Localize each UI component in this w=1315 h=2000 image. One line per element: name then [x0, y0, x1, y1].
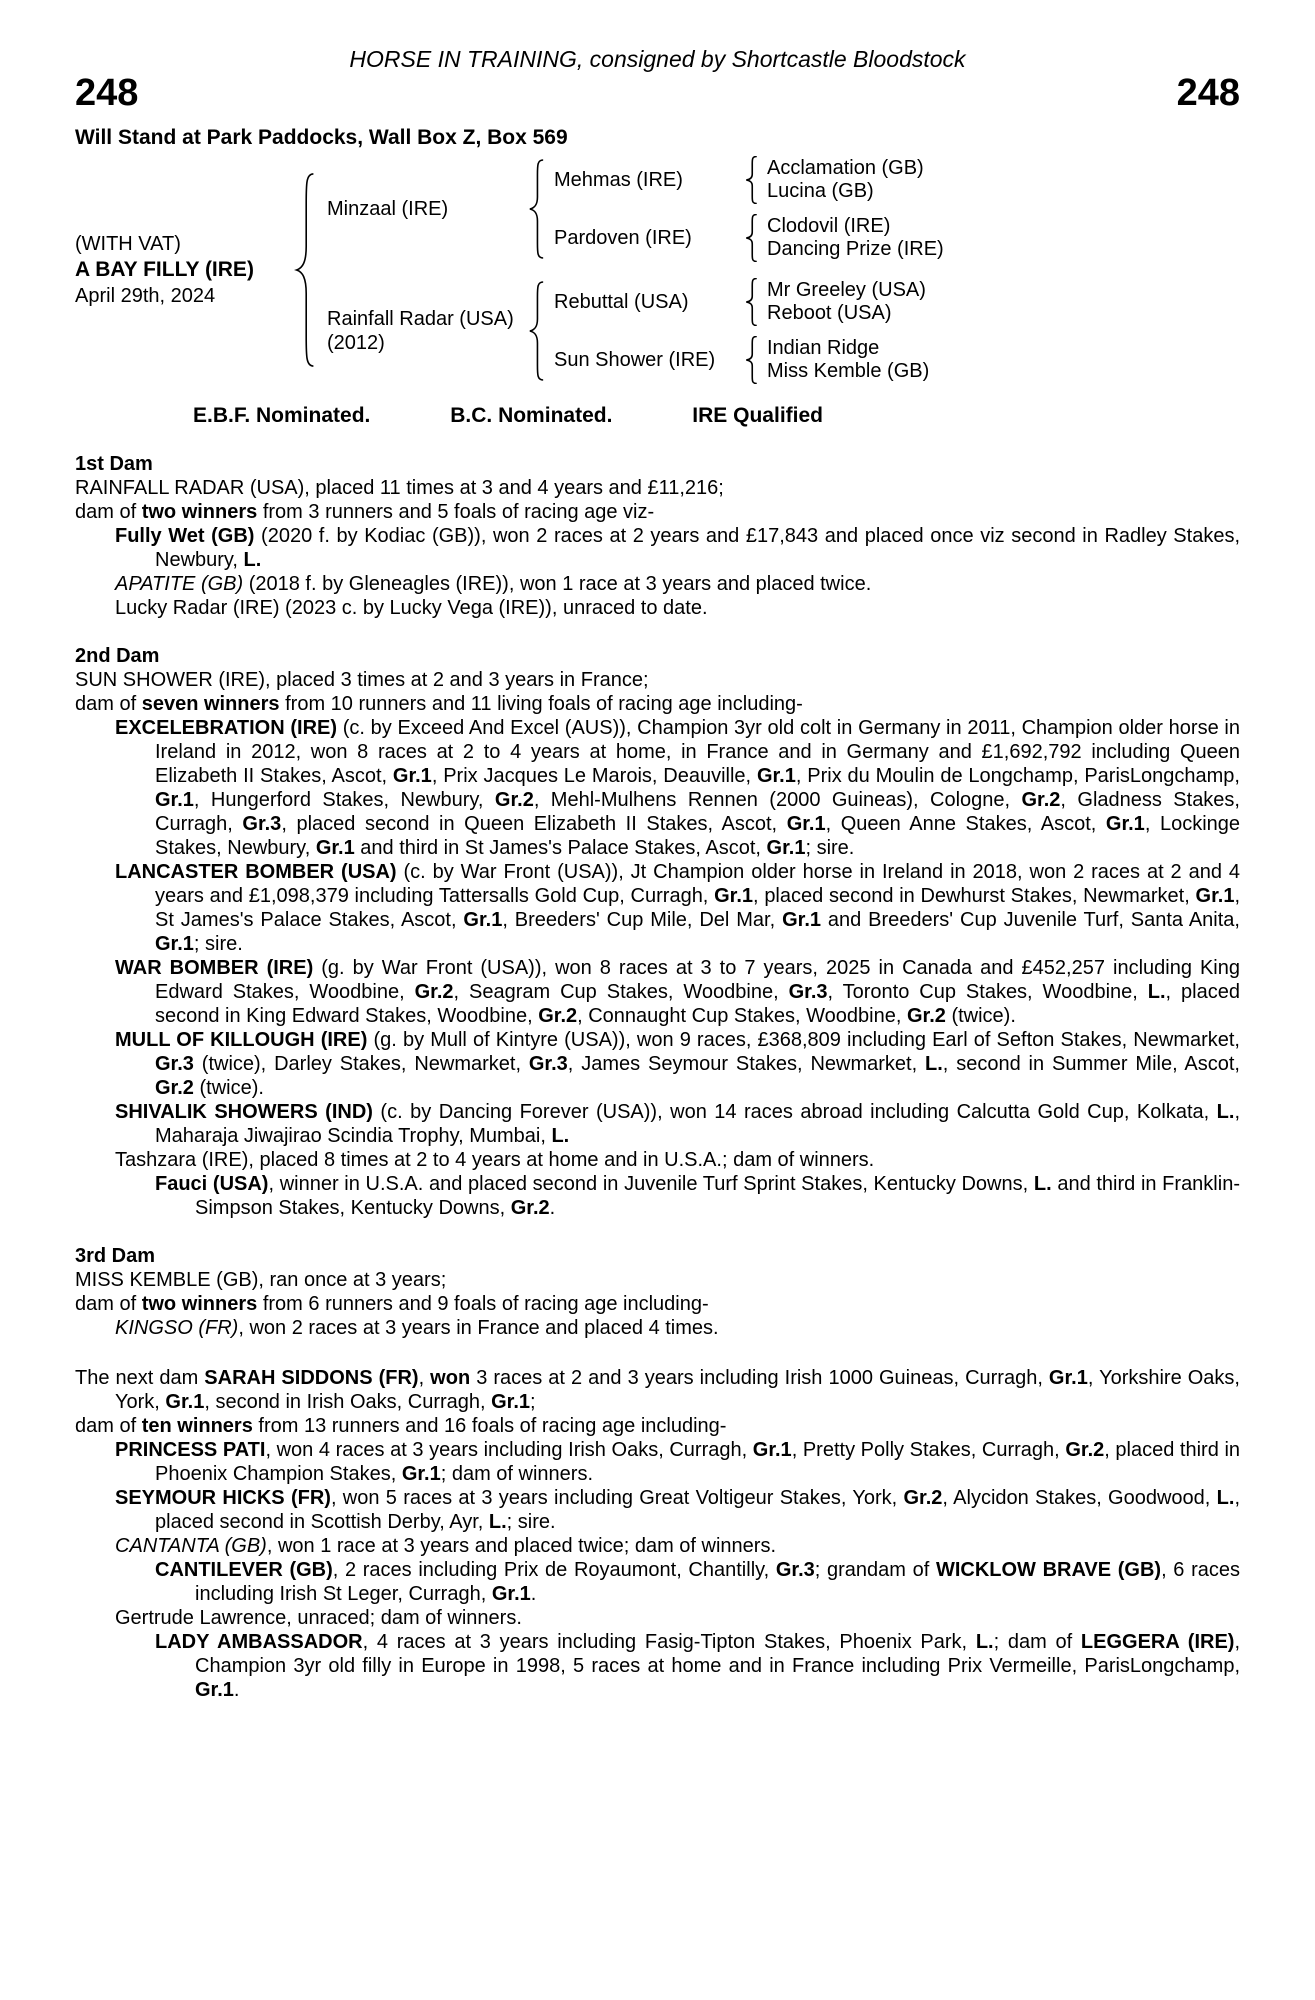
pedigree-paragraph — [115, 1100, 1240, 1148]
text-segment: Gr.1 — [1048, 1367, 1088, 1389]
text-segment: dam of — [75, 693, 142, 715]
text-segment: (g. by War Front (USA)), won 8 races at 3 to 7 years, 2025 in Canada and £452,257 including King Edward Stakes, Woodbine, — [155, 957, 1240, 1003]
text-segment: APATITE (GB) — [115, 573, 244, 595]
text-segment: MULL OF KILLOUGH (IRE) — [115, 1029, 368, 1051]
text-segment: SEYMOUR HICKS (FR) — [115, 1487, 331, 1509]
text-segment: , St James's Palace Stakes, Ascot, — [155, 885, 1241, 931]
dam-parents — [554, 278, 929, 384]
text-segment: , Alycidon Stakes, Goodwood, — [942, 1487, 1217, 1509]
text-segment: (2018 f. by Gleneagles (IRE)), won 1 race at 3 years and placed twice. — [243, 573, 872, 595]
text-segment: Gr.1 — [786, 813, 826, 835]
stand-location-line: Will Stand at Park Paddocks, Wall Box Z, Box 569 — [75, 126, 568, 149]
dam-section-heading — [75, 1244, 1240, 1268]
text-segment: Gr.2 — [906, 1005, 946, 1027]
ancestor-name: Dancing Prize (IRE) — [767, 238, 944, 260]
text-segment: and third in St James's Palace Stakes, Ascot, — [354, 837, 767, 859]
text-segment: , won 2 races at 3 years in France and placed 4 times. — [238, 1317, 719, 1339]
foaling-date: April 29th, 2024 — [75, 285, 216, 307]
lot-number-right: 248 — [1176, 72, 1240, 114]
text-segment: RAINFALL RADAR (USA), placed 11 times at 3 and 4 years and £11,216; — [75, 477, 724, 499]
pedigree-subject — [75, 231, 283, 309]
text-segment: , winner in U.S.A. and placed second in Juvenile Turf Sprint Stakes, Kentucky Downs, — [268, 1173, 1034, 1195]
text-segment: , Hungerford Stakes, Newbury, — [193, 789, 495, 811]
pedigree-paragraph — [75, 1366, 1240, 1414]
text-segment: Gr.1 — [155, 933, 194, 955]
pedigree-paragraph — [75, 476, 1240, 500]
text-segment: (twice). — [193, 1077, 264, 1099]
text-segment: Gr.2 — [510, 1197, 550, 1219]
text-segment: KINGSO (FR) — [115, 1317, 239, 1339]
text-segment: Gr.1 — [401, 1463, 441, 1485]
text-segment: (twice), Darley Stakes, Newmarket, — [193, 1053, 529, 1075]
text-segment: from 6 runners and 9 foals of racing age including- — [257, 1293, 709, 1315]
text-segment: WAR BOMBER (IRE) — [115, 957, 314, 979]
sire-sire-name: Mehmas (IRE) — [554, 169, 683, 191]
text-segment: CANTILEVER (GB) — [155, 1559, 333, 1581]
text-segment: . — [233, 1679, 240, 1701]
text-segment: WICKLOW BRAVE (GB) — [935, 1559, 1162, 1581]
text-segment: (twice). — [945, 1005, 1016, 1027]
text-segment: dam of — [75, 501, 142, 523]
text-segment: 2nd Dam — [75, 645, 160, 667]
text-segment: ; sire. — [805, 837, 855, 859]
pedigree-paragraph — [75, 500, 1240, 524]
text-segment: seven winners — [141, 693, 280, 715]
dam-sire-parents — [767, 279, 926, 325]
sire-sire-branch — [554, 156, 944, 204]
ancestor-name: Clodovil (IRE) — [767, 215, 891, 237]
pedigree-paragraph — [115, 1316, 1240, 1340]
dam-sire-branch — [554, 278, 929, 326]
text-segment: MISS KEMBLE (GB), ran once at 3 years; — [75, 1269, 447, 1291]
text-segment: Gr.1 — [392, 765, 432, 787]
text-segment: dam of — [75, 1293, 142, 1315]
brace-icon — [293, 172, 317, 368]
text-segment: , won 5 races at 3 years including Great Voltigeur Stakes, York, — [330, 1487, 904, 1509]
pedigree-paragraph — [115, 1438, 1240, 1486]
text-segment: Gr.2 — [1021, 789, 1061, 811]
pedigree-paragraph — [115, 524, 1240, 572]
text-segment: from 10 runners and 11 living foals of racing age including- — [279, 693, 803, 715]
ancestor-name: Mr Greeley (USA) — [767, 279, 926, 301]
dam-foaling-year: (2012) — [327, 332, 385, 354]
pedigree-paragraph — [115, 596, 1240, 620]
pedigree-paragraph — [115, 572, 1240, 596]
brace-icon — [527, 281, 546, 381]
pedigree-paragraph — [115, 1028, 1240, 1100]
nominations-row — [193, 404, 823, 428]
text-segment: L. — [1147, 981, 1166, 1003]
brace-icon — [527, 159, 546, 259]
text-segment: Gr.2 — [414, 981, 454, 1003]
dam-section-heading — [75, 452, 1240, 476]
text-segment: Gr.1 — [752, 1439, 792, 1461]
text-segment: , 2 races including Prix de Royaumont, Chantilly, — [332, 1559, 776, 1581]
text-segment: CANTANTA (GB) — [115, 1535, 267, 1557]
text-segment: Gr.3 — [775, 1559, 815, 1581]
sire-dam-parents — [767, 215, 944, 261]
text-segment: 1st Dam — [75, 453, 153, 475]
text-segment: Gr.1 — [165, 1391, 205, 1413]
text-segment: PRINCESS PATI — [115, 1439, 266, 1461]
lot-number-row — [75, 74, 1240, 112]
text-segment: Gr.1 — [315, 837, 355, 859]
text-segment: Gr.3 — [242, 813, 282, 835]
text-segment: , James Seymour Stakes, Newmarket, — [567, 1053, 925, 1075]
text-segment: L. — [551, 1125, 570, 1147]
text-segment: LADY AMBASSADOR — [155, 1631, 363, 1653]
text-segment: ; dam of winners. — [440, 1463, 594, 1485]
lot-number-left: 248 — [75, 72, 139, 114]
text-segment: , placed second in Dewhurst Stakes, Newmarket, — [753, 885, 1196, 907]
brace-icon — [744, 278, 759, 326]
text-segment: Fauci (USA) — [155, 1173, 269, 1195]
text-segment: Gr.3 — [528, 1053, 568, 1075]
text-segment: (g. by Mull of Kintyre (USA)), won 9 races, £368,809 including Earl of Sefton Stakes, Newmarket, — [367, 1029, 1240, 1051]
dam-dam-branch — [554, 336, 929, 384]
text-segment: Tashzara (IRE), placed 8 times at 2 to 4 years at home and in U.S.A.; dam of winners. — [115, 1149, 875, 1171]
text-segment: Fully Wet (GB) — [115, 525, 255, 547]
pedigree-paragraph — [155, 1558, 1240, 1606]
text-segment: (c. by Exceed And Excel (AUS)), Champion 3yr old colt in Germany in 2011, Champion older horse in Ireland in 2012, won 8 races at 2 to 4 years at home, in France and in Germany and £1,692,792 including Queen Elizabeth II Stakes, Ascot, — [155, 717, 1240, 787]
text-segment: , placed second in Scottish Derby, Ayr, — [155, 1487, 1240, 1533]
text-segment: (c. by Dancing Forever (USA)), won 14 races abroad including Calcutta Gold Cup, Kolkata, — [372, 1101, 1217, 1123]
pedigree-paragraph — [115, 1606, 1240, 1630]
pedigree-paragraph — [115, 860, 1240, 956]
text-segment: 3 races at 2 and 3 years including Irish 1000 Guineas, Curragh, — [470, 1367, 1049, 1389]
dam-dam-name: Sun Shower (IRE) — [554, 349, 716, 371]
text-segment: ; dam of — [993, 1631, 1081, 1653]
text-segment: , Gladness Stakes, Curragh, — [155, 789, 1240, 835]
text-segment: Gr.2 — [494, 789, 534, 811]
ancestor-name: Reboot (USA) — [767, 302, 892, 324]
text-segment: . — [549, 1197, 556, 1219]
sire-dam-branch — [554, 214, 944, 262]
catalogue-body — [75, 452, 1240, 1702]
vat-note: (WITH VAT) — [75, 233, 181, 255]
text-segment: Gr.2 — [1065, 1439, 1105, 1461]
nomination-label: IRE Qualified — [692, 404, 823, 427]
text-segment: , Lockinge Stakes, Newbury, — [155, 813, 1241, 859]
pedigree-paragraph — [75, 692, 1240, 716]
text-segment: LEGGERA (IRE) — [1080, 1631, 1235, 1653]
text-segment: , second in Summer Mile, Ascot, — [942, 1053, 1240, 1075]
text-segment: , placed second in Queen Elizabeth II Stakes, Ascot, — [281, 813, 787, 835]
text-segment: L. — [1216, 1487, 1235, 1509]
sire-sire-parents — [767, 157, 924, 203]
dam-sire-name: Rebuttal (USA) — [554, 291, 689, 313]
consignment-title: HORSE IN TRAINING, consigned by Shortcastle Bloodstock — [349, 46, 966, 72]
text-segment: Gr.1 — [766, 837, 806, 859]
dam-name-line1: Rainfall Radar (USA) — [327, 308, 514, 330]
nomination-label: E.B.F. Nominated. — [193, 404, 371, 427]
text-segment: Gr.1 — [782, 909, 821, 931]
text-segment: , Queen Anne Stakes, Ascot, — [825, 813, 1106, 835]
text-segment: dam of — [75, 1415, 142, 1437]
text-segment: SARAH SIDDONS (FR) — [204, 1367, 419, 1389]
text-segment: Gr.1 — [756, 765, 796, 787]
text-segment: and Breeders' Cup Juvenile Turf, Santa Anita, — [821, 909, 1240, 931]
text-segment: , 6 races including Irish St Leger, Curragh, — [195, 1559, 1240, 1605]
text-segment: Gr.1 — [1195, 885, 1235, 907]
text-segment: , Toronto Cup Stakes, Woodbine, — [827, 981, 1148, 1003]
ancestor-name: Indian Ridge — [767, 337, 880, 359]
sire-branch — [327, 156, 944, 262]
pedigree-paragraph — [155, 1172, 1240, 1220]
ancestor-name: Acclamation (GB) — [767, 157, 924, 179]
text-segment: , 4 races at 3 years including Fasig-Tipton Stakes, Phoenix Park, — [362, 1631, 976, 1653]
text-segment: Gr.1 — [195, 1679, 234, 1701]
text-segment: The next dam — [75, 1367, 205, 1389]
pedigree-paragraph — [155, 1630, 1240, 1702]
text-segment: , Champion 3yr old filly in Europe in 1998, 5 races at home and in France including Prix Vermeille, ParisLongchamp, — [195, 1631, 1241, 1677]
text-segment: , Pretty Polly Stakes, Curragh, — [791, 1439, 1066, 1461]
text-segment: , Mehl-Mulhens Rennen (2000 Guineas), Cologne, — [533, 789, 1022, 811]
text-segment: Gr.1 — [491, 1583, 531, 1605]
text-segment: two winners — [141, 1293, 258, 1315]
text-segment: LANCASTER BOMBER (USA) — [115, 861, 397, 883]
text-segment: Gr.1 — [1105, 813, 1145, 835]
text-segment: , won 1 race at 3 years and placed twice; dam of winners. — [266, 1535, 777, 1557]
text-segment: , — [418, 1367, 431, 1389]
dam-section-heading — [75, 644, 1240, 668]
text-segment: Gertrude Lawrence, unraced; dam of winners. — [115, 1607, 522, 1629]
text-segment: Gr.1 — [714, 885, 754, 907]
subject-name: A BAY FILLY (IRE) — [75, 258, 254, 281]
text-segment: ; sire. — [506, 1511, 556, 1533]
text-segment: Gr.2 — [538, 1005, 578, 1027]
brace-icon — [744, 336, 759, 384]
text-segment: , Prix du Moulin de Longchamp, ParisLongchamp, — [795, 765, 1240, 787]
text-segment: L. — [488, 1511, 507, 1533]
text-segment: Gr.1 — [463, 909, 503, 931]
pedigree-paragraph — [115, 956, 1240, 1028]
text-segment: , placed second in King Edward Stakes, Woodbine, — [155, 981, 1240, 1027]
text-segment: Gr.2 — [903, 1487, 943, 1509]
text-segment: Gr.2 — [155, 1077, 194, 1099]
text-segment: Gr.3 — [788, 981, 828, 1003]
text-segment: and third in Franklin-Simpson Stakes, Kentucky Downs, — [195, 1173, 1240, 1219]
pedigree-paragraph — [75, 1414, 1240, 1438]
pedigree-paragraph — [115, 716, 1240, 860]
text-segment: , Seagram Cup Stakes, Woodbine, — [453, 981, 789, 1003]
sire-dam-name: Pardoven (IRE) — [554, 227, 692, 249]
pedigree-table — [75, 156, 1240, 384]
text-segment: , Breeders' Cup Mile, Del Mar, — [502, 909, 783, 931]
text-segment: SHIVALIK SHOWERS (IND) — [115, 1101, 373, 1123]
text-segment: Lucky Radar (IRE) (2023 c. by Lucky Vega (IRE)), unraced to date. — [115, 597, 708, 619]
pedigree-paragraph — [115, 1534, 1240, 1558]
text-segment: two winners — [141, 501, 258, 523]
pedigree-paragraph — [75, 1292, 1240, 1316]
text-segment: EXCELEBRATION (IRE) — [115, 717, 338, 739]
spacer — [75, 1340, 1240, 1366]
generation-1 — [327, 156, 944, 384]
pedigree-paragraph — [115, 1148, 1240, 1172]
text-segment: SUN SHOWER (IRE), placed 3 times at 2 and 3 years in France; — [75, 669, 649, 691]
text-segment: ten winners — [141, 1415, 253, 1437]
text-segment: , Maharaja Jiwajirao Scindia Trophy, Mumbai, — [155, 1101, 1241, 1147]
text-segment: Gr.1 — [491, 1391, 531, 1413]
text-segment: L. — [1033, 1173, 1052, 1195]
text-segment: , Prix Jacques Le Marois, Deauville, — [431, 765, 757, 787]
brace-icon — [744, 156, 759, 204]
text-segment: (2020 f. by Kodiac (GB)), won 2 races at 2 years and £17,843 and placed once viz second in Radley Stakes, Newbury, — [155, 525, 1240, 571]
sire-parents — [554, 156, 944, 262]
text-segment: , placed third in Phoenix Champion Stakes, — [155, 1439, 1241, 1485]
text-segment: ; sire. — [193, 933, 243, 955]
text-segment: . — [530, 1583, 537, 1605]
text-segment: from 3 runners and 5 foals of racing age viz- — [257, 501, 655, 523]
text-segment: , second in Irish Oaks, Curragh, — [204, 1391, 492, 1413]
text-segment: ; grandam of — [814, 1559, 936, 1581]
text-segment: , Yorkshire Oaks, York, — [115, 1367, 1240, 1413]
dam-dam-parents — [767, 337, 929, 383]
ancestor-name: Lucina (GB) — [767, 180, 874, 202]
pedigree-paragraph — [75, 1268, 1240, 1292]
text-segment: (c. by War Front (USA)), Jt Champion older horse in Ireland in 2018, won 2 races at 2 and 4 years and £1,098,379 including Tattersalls Gold Cup, Curragh, — [155, 861, 1240, 907]
text-segment: , won 4 races at 3 years including Irish Oaks, Curragh, — [265, 1439, 753, 1461]
text-segment: L. — [243, 549, 262, 571]
dam-name — [327, 307, 519, 355]
text-segment: Gr.3 — [155, 1053, 194, 1075]
pedigree-paragraph — [115, 1486, 1240, 1534]
text-segment: from 13 runners and 16 foals of racing age including- — [252, 1415, 727, 1437]
nomination-label: B.C. Nominated. — [450, 404, 613, 427]
text-segment: L. — [975, 1631, 994, 1653]
text-segment: won — [430, 1367, 471, 1389]
sire-name: Minzaal (IRE) — [327, 198, 449, 220]
text-segment: L. — [1216, 1101, 1235, 1123]
ancestor-name: Miss Kemble (GB) — [767, 360, 930, 382]
text-segment: ; — [530, 1391, 536, 1413]
text-segment: L. — [925, 1053, 943, 1075]
dam-branch — [327, 278, 944, 384]
brace-icon — [744, 214, 759, 262]
text-segment: , Connaught Cup Stakes, Woodbine, — [577, 1005, 907, 1027]
text-segment: Gr.1 — [155, 789, 194, 811]
text-segment: 3rd Dam — [75, 1245, 156, 1267]
pedigree-paragraph — [75, 668, 1240, 692]
